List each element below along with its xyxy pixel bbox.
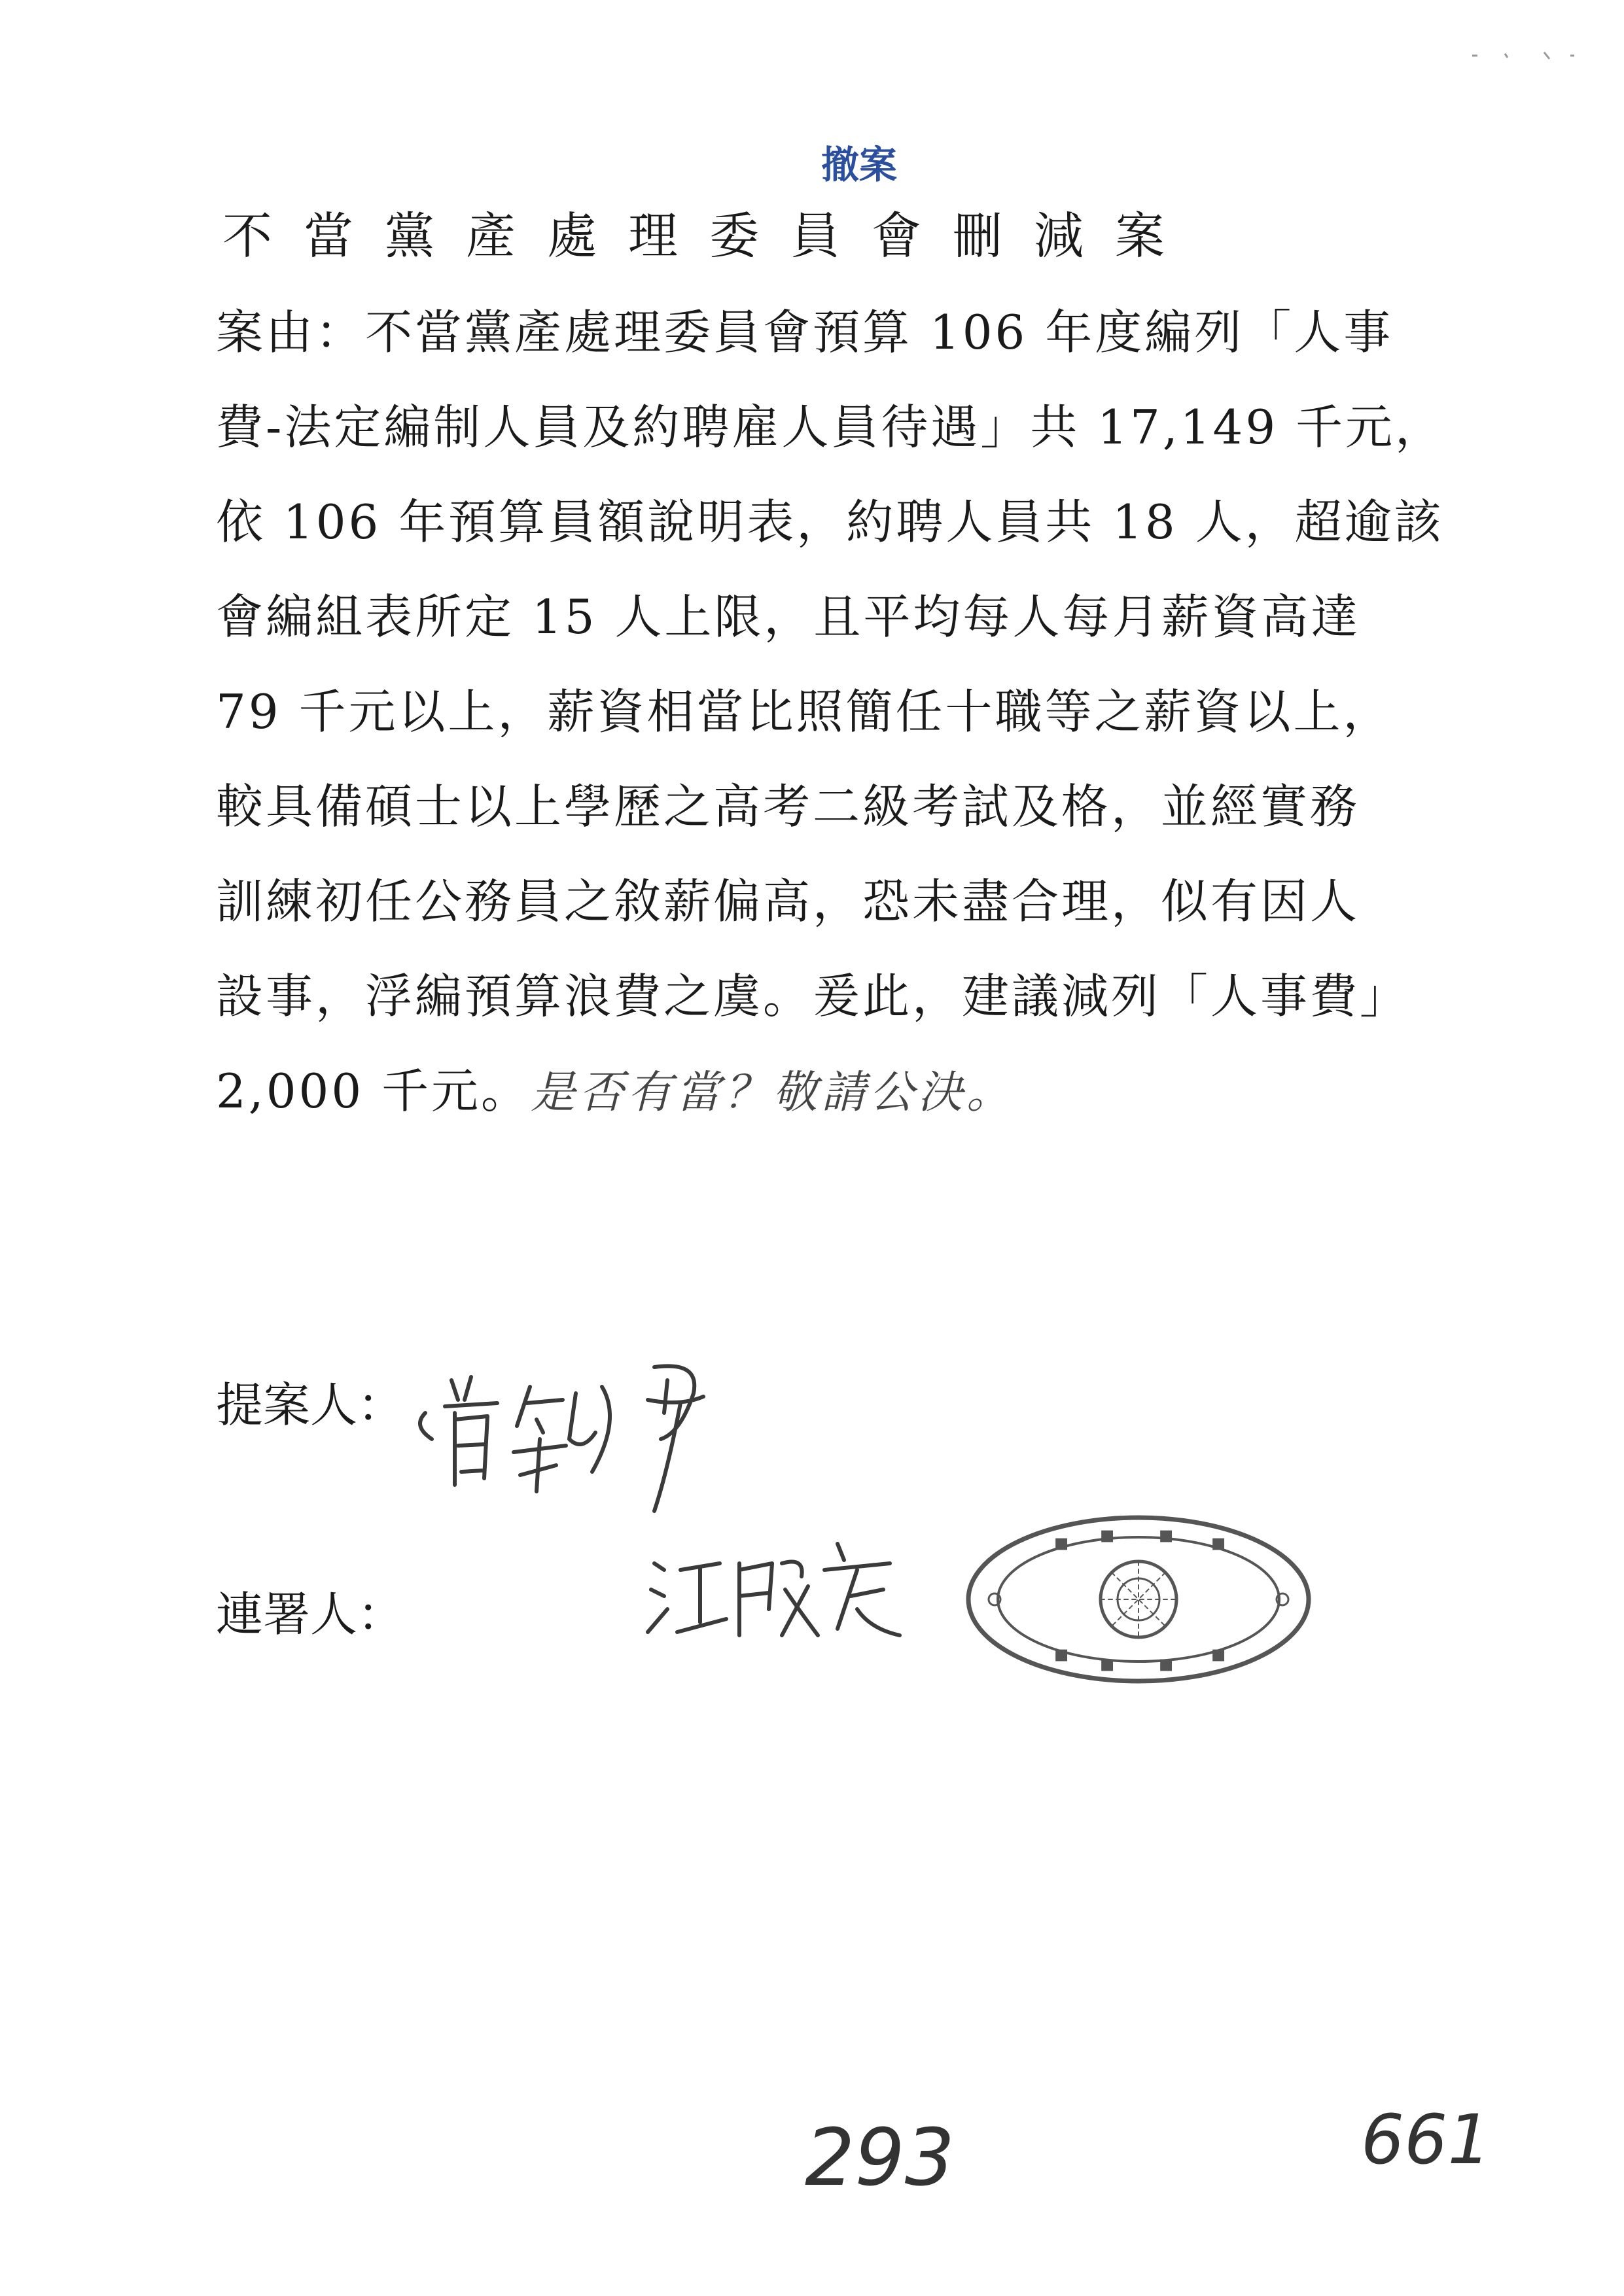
- proposer-signature: [406, 1341, 746, 1524]
- svg-text:▪: ▪: [1210, 1641, 1227, 1667]
- svg-text:▪: ▪: [1210, 1529, 1227, 1556]
- svg-text:▪: ▪: [1053, 1641, 1070, 1667]
- body-line-9: [216, 1053, 1015, 1121]
- body-line-7: 訓練初任公務員之敘薪偏高，恐未盡合理，似有因人: [216, 874, 1360, 929]
- svg-text:▪: ▪: [1158, 1650, 1174, 1677]
- body-line-4: 會編組表所定 15 人上限，且平均每人每月薪資高達: [216, 589, 1361, 644]
- page-number-right: 661: [1361, 2100, 1491, 2180]
- cosigner-label: 連署人：: [216, 1587, 405, 1642]
- official-seal: [962, 1511, 1315, 1688]
- cosigner-signature: [641, 1524, 916, 1655]
- scan-marks: [1466, 46, 1583, 65]
- body-line-2: 費-法定編制人員及約聘雇人員待遇」共 17,149 千元，: [216, 400, 1445, 455]
- body-line-1: 案由：不當黨產處理委員會預算 106 年度編列「人事: [216, 305, 1394, 360]
- svg-text:▪: ▪: [1053, 1529, 1070, 1556]
- body-line-8: 設事，浮編預算浪費之虞。爰此，建議減列「人事費」: [216, 969, 1410, 1024]
- withdrawn-stamp: 撤案: [821, 143, 898, 187]
- svg-text:▪: ▪: [1158, 1522, 1174, 1548]
- proposer-label: 提案人：: [216, 1378, 405, 1433]
- handwritten-note: 是否有當？敬請公決。: [531, 1067, 1015, 1119]
- body-line-3: 依 106 年預算員額說明表，約聘人員共 18 人，超逾該: [216, 495, 1444, 549]
- page-number-center: 293: [805, 2113, 955, 2204]
- document-title: 不當黨產處理委員會刪減案: [222, 207, 1196, 265]
- svg-text:▪: ▪: [1099, 1650, 1116, 1677]
- body-line-9-typed: 2,000 千元。: [216, 1064, 531, 1119]
- body-line-5: 79 千元以上，薪資相當比照簡任十職等之薪資以上，: [216, 684, 1393, 739]
- svg-text:▪: ▪: [1099, 1522, 1116, 1548]
- body-line-6: 較具備碩士以上學歷之高考二級考試及格，並經實務: [216, 779, 1360, 834]
